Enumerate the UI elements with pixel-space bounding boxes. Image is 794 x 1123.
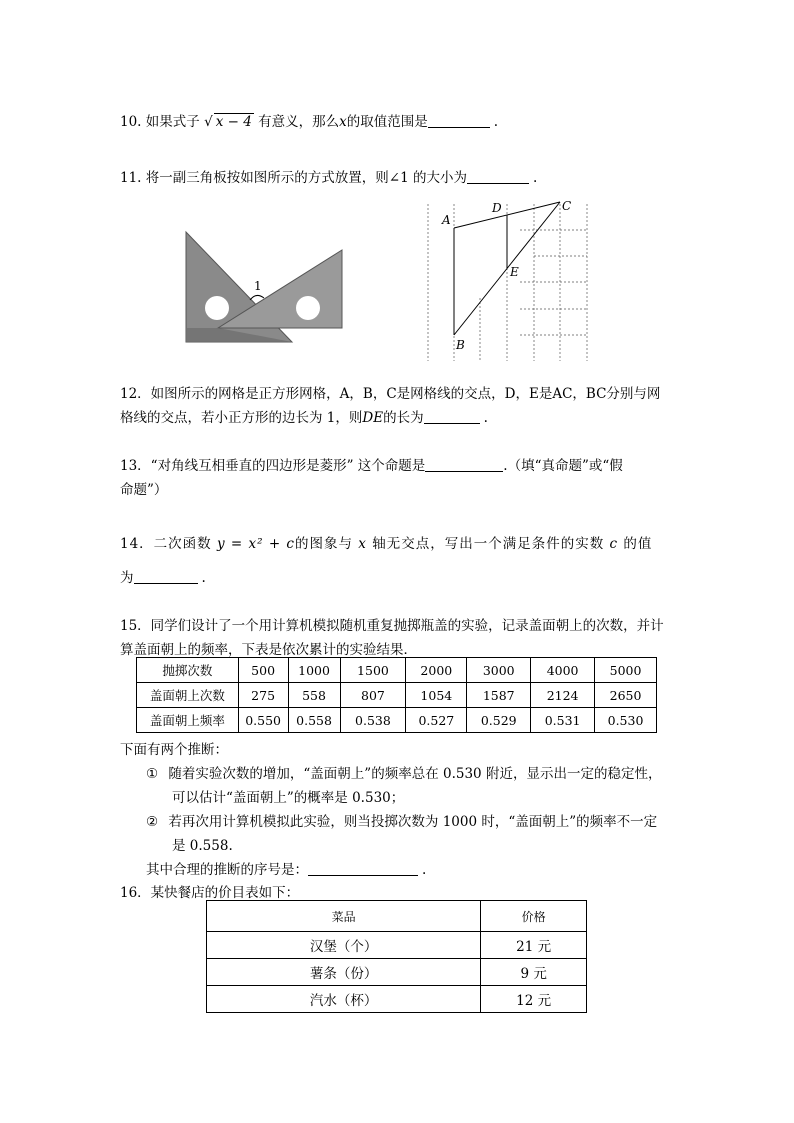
table-cell: 0.530 [595, 708, 657, 733]
q15-after: 下面有两个推断： [120, 742, 228, 758]
table-cell: 2650 [595, 683, 657, 708]
q15-end: . [422, 862, 427, 878]
q10-mid-text: 有意义，那么 [258, 114, 340, 130]
table-cell: 0.538 [340, 708, 406, 733]
q14-line1-mid2: 轴无交点，写出一个满足条件的实数 [372, 536, 605, 552]
inference2-number: ② [146, 814, 159, 830]
q14-end: . [201, 570, 206, 586]
q14-line1-post: 的值 [623, 536, 653, 552]
q14-line1-mid: 的图象与 [295, 536, 353, 552]
header-price: 价格 [481, 901, 587, 932]
q12-end: . [483, 410, 488, 426]
table-cell: 2000 [406, 658, 467, 683]
q11-text: 将一副三角板按如图所示的方式放置，则∠1 的大小为 [145, 170, 467, 186]
table-cell: 汽水（杯） [207, 986, 481, 1013]
table-cell: 558 [288, 683, 340, 708]
q15-table [136, 657, 657, 733]
q13-answer-blank[interactable] [425, 471, 503, 472]
q10-answer-blank[interactable] [428, 127, 490, 128]
table-cell: 807 [340, 683, 406, 708]
q10-var: x [339, 114, 347, 130]
q14-line2-pre: 为 [120, 570, 134, 586]
table-cell: 0.527 [406, 708, 467, 733]
q15-inference2-line1 [146, 810, 657, 830]
hole-right [296, 296, 320, 320]
table-cell: 1000 [288, 658, 340, 683]
q10-radical-expression: x − 4 [215, 114, 252, 130]
table-cell: 抛掷次数 [137, 658, 239, 683]
label-c: C [562, 199, 572, 213]
q14-line2 [120, 566, 206, 586]
q11-end: . [532, 170, 538, 186]
table-cell: 275 [238, 683, 288, 708]
q16-line1: 16．某快餐店的价目表如下： [120, 885, 300, 901]
inference1-text: 随着实验次数的增加，“盖面朝上”的频率总在 0.530 附近，显示出一定的稳定性， [168, 766, 662, 782]
q14-line1-pre: 14．二次函数 [120, 536, 212, 552]
table-cell: 盖面朝上频率 [137, 708, 239, 733]
q15-question-text: 其中合理的推断的序号是： [146, 862, 308, 878]
q10-number: 10. [120, 114, 142, 130]
table-row [137, 658, 657, 683]
q14-formula: y = x² + c [216, 536, 295, 552]
q15-inference1-line1 [146, 762, 661, 782]
angle-1-label: 1 [254, 279, 262, 293]
label-a: A [442, 213, 451, 227]
table-cell: 5000 [595, 658, 657, 683]
q16-price-table [206, 900, 587, 1013]
q12-line2-pre: 格线的交点，若小正方形的边长为 1，则 [120, 410, 363, 426]
table-cell: 1587 [467, 683, 531, 708]
q15-inference1-line2: 可以估计“盖面朝上”的概率是 0.530； [172, 790, 405, 806]
grid-figure [424, 198, 594, 363]
label-d: D [492, 201, 502, 215]
label-b: B [456, 338, 465, 352]
table-cell: 500 [238, 658, 288, 683]
table-cell: 0.529 [467, 708, 531, 733]
table-row [137, 683, 657, 708]
table-row [207, 959, 587, 986]
q14-answer-blank[interactable] [134, 583, 198, 584]
q14-var-x: x [358, 536, 367, 552]
table-row [207, 932, 587, 959]
q11-line [120, 166, 537, 186]
table-cell: 2124 [531, 683, 595, 708]
table-cell: 3000 [467, 658, 531, 683]
table-cell: 0.550 [238, 708, 288, 733]
q12-line1: 12．如图所示的网格是正方形网格，A，B，C是网格线的交点，D，E是AC，BC分别与网 [120, 386, 661, 402]
inference2-text: 若再次用计算机模拟此实验，则当投掷次数为 1000 时，“盖面朝上”的频率不一定 [168, 814, 658, 830]
table-header-row [207, 901, 587, 932]
q14-line1 [120, 532, 652, 552]
set-squares-figure [180, 226, 360, 346]
table-cell: 4000 [531, 658, 595, 683]
angle-arc [250, 295, 264, 300]
table-row [137, 708, 657, 733]
q13-line2: 命题”） [120, 482, 168, 498]
inference1-number: ① [146, 766, 159, 782]
q11-number: 11. [120, 170, 142, 186]
q13-line1 [120, 454, 623, 474]
q15-inference2-line2: 是 0.558. [172, 838, 233, 854]
table-cell: 0.558 [288, 708, 340, 733]
q15-question [146, 858, 426, 878]
q15-line2: 算盖面朝上的频率，下表是依次累计的实验结果． [120, 642, 417, 658]
q12-var-de: DE [362, 410, 384, 426]
table-cell: 盖面朝上次数 [137, 683, 239, 708]
radical-sign: √ [204, 114, 213, 130]
label-e: E [510, 265, 519, 279]
q12-line2-post: 的长为 [383, 410, 424, 426]
table-cell: 0.531 [531, 708, 595, 733]
table-cell: 汉堡（个） [207, 932, 481, 959]
table-cell: 1500 [340, 658, 406, 683]
table-cell: 薯条（份） [207, 959, 481, 986]
q13-line1-pre: 13．“对角线互相垂直的四边形是菱形” 这个命题是 [120, 458, 426, 474]
header-dish: 菜品 [207, 901, 481, 932]
q15-line1: 15．同学们设计了一个用计算机模拟随机重复抛掷瓶盖的实验，记录盖面朝上的次数，并计 [120, 618, 664, 634]
q12-line2 [120, 406, 488, 426]
q10-post-text: 的取值范围是 [346, 114, 428, 130]
q15-answer-blank[interactable] [308, 875, 418, 876]
q12-answer-blank[interactable] [424, 423, 480, 424]
q10-pre-text: 如果式子 [145, 114, 200, 130]
table-cell: 1054 [406, 683, 467, 708]
table-cell: 21 元 [481, 932, 587, 959]
q10-line [120, 110, 498, 130]
table-row [207, 986, 587, 1013]
hole-left [205, 296, 229, 320]
q10-end: . [493, 114, 499, 130]
table-cell: 12 元 [481, 986, 587, 1013]
triangle-abc [454, 202, 560, 335]
table-cell: 9 元 [481, 959, 587, 986]
q14-var-c: c [609, 536, 619, 552]
q11-answer-blank[interactable] [467, 183, 529, 184]
q13-line1-post: .（填“真命题”或“假 [503, 458, 623, 474]
